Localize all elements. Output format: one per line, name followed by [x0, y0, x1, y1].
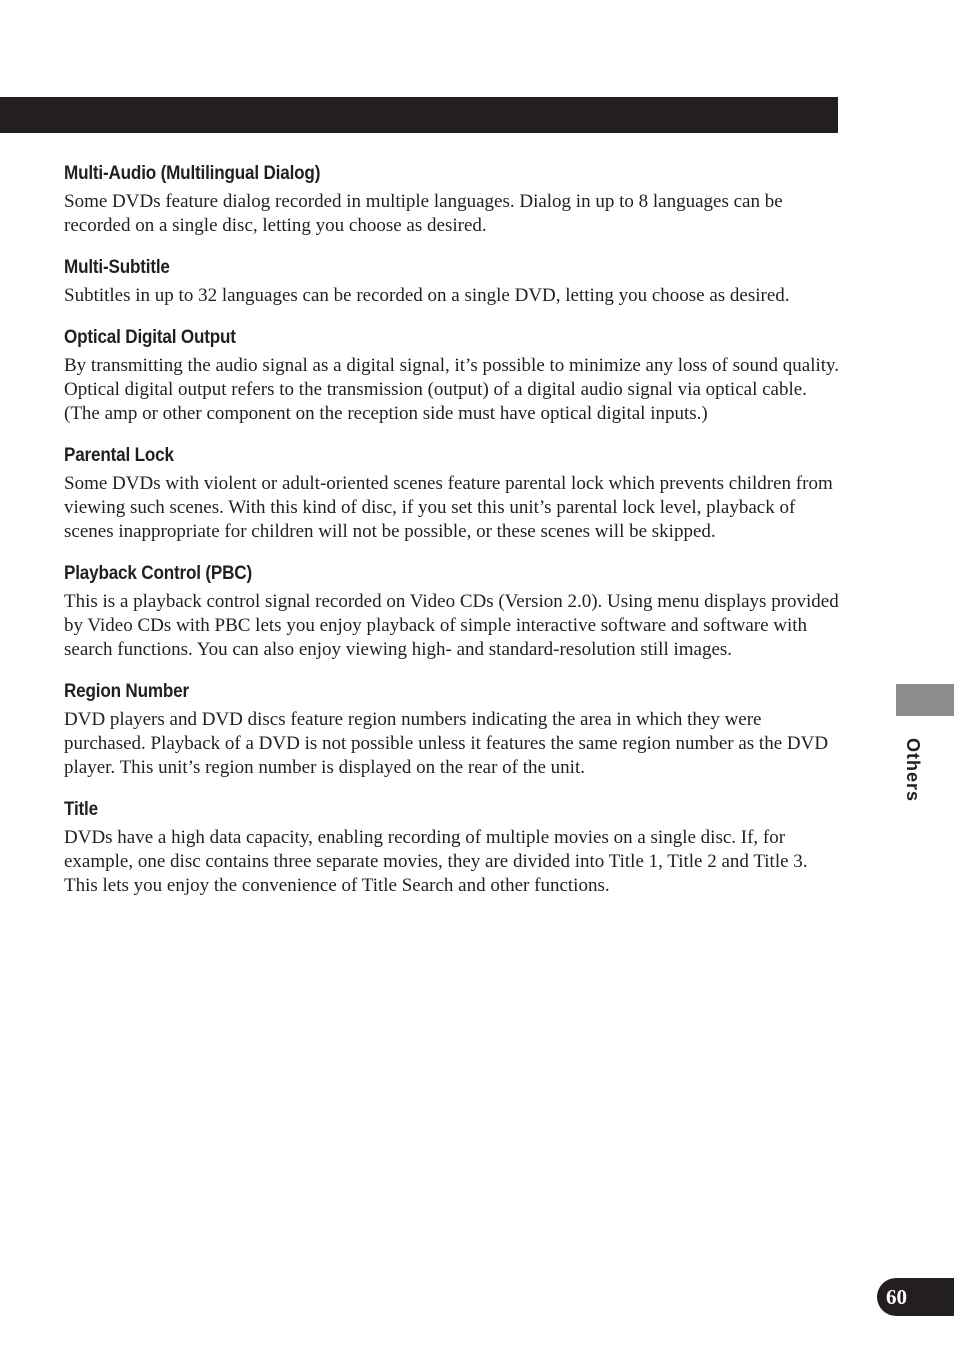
section-body: By transmitting the audio signal as a digital signal, it’s possible to minimize any loss of sound quality. Optical digital output refers to the transmission (output) of a digital audio signal via optical cable. (The amp or other component on the reception side must have optical digital inputs.) — [64, 355, 840, 424]
section-body: Some DVDs feature dialog recorded in multiple languages. Dialog in up to 8 languages can be recorded on a single disc, letting you choose as desired. — [64, 191, 783, 236]
glossary-content — [64, 162, 840, 916]
section-body: Subtitles in up to 32 languages can be recorded on a single DVD, letting you choose as desired. — [64, 285, 790, 306]
section-playback-control — [64, 562, 840, 662]
page-number: 60 — [877, 1278, 954, 1316]
header-bar — [0, 97, 838, 133]
chapter-tab-label: Others — [903, 738, 923, 803]
section-heading: Region Number — [64, 681, 189, 702]
section-heading: Title — [64, 799, 98, 820]
section-optical-digital-output — [64, 326, 840, 426]
section-body: DVD players and DVD discs feature region numbers indicating the area in which they were purchased. Playback of a DVD is not possible unless it features the same region number as the DVD player. This unit’s region number is displayed on the rear of the unit. — [64, 709, 829, 778]
chapter-tab-marker — [896, 684, 954, 716]
section-heading: Parental Lock — [64, 445, 174, 466]
section-heading: Optical Digital Output — [64, 327, 236, 348]
section-body: DVDs have a high data capacity, enabling recording of multiple movies on a single disc. If, for example, one disc contains three separate movies, they are divided into Title 1, Title 2 and Title 3. This lets you enjoy the convenience of Title Search and other functions. — [64, 827, 808, 896]
section-heading: Multi-Subtitle — [64, 257, 170, 278]
section-heading: Multi-Audio (Multilingual Dialog) — [64, 163, 321, 184]
section-region-number — [64, 680, 840, 780]
section-multi-audio — [64, 162, 840, 238]
section-title — [64, 798, 840, 898]
section-heading: Playback Control (PBC) — [64, 563, 252, 584]
section-multi-subtitle — [64, 256, 840, 308]
section-body: Some DVDs with violent or adult-oriented scenes feature parental lock which prevents children from viewing such scenes. With this kind of disc, if you set this unit’s parental lock level, playback of scenes inappropriate for children will not be possible, or these scenes will be skipped. — [64, 473, 833, 542]
section-body: This is a playback control signal recorded on Video CDs (Version 2.0). Using menu displays provided by Video CDs with PBC lets you enjoy playback of simple interactive software and software with search functions. You can also enjoy viewing high- and standard-resolution still images. — [64, 591, 839, 660]
section-parental-lock — [64, 444, 840, 544]
